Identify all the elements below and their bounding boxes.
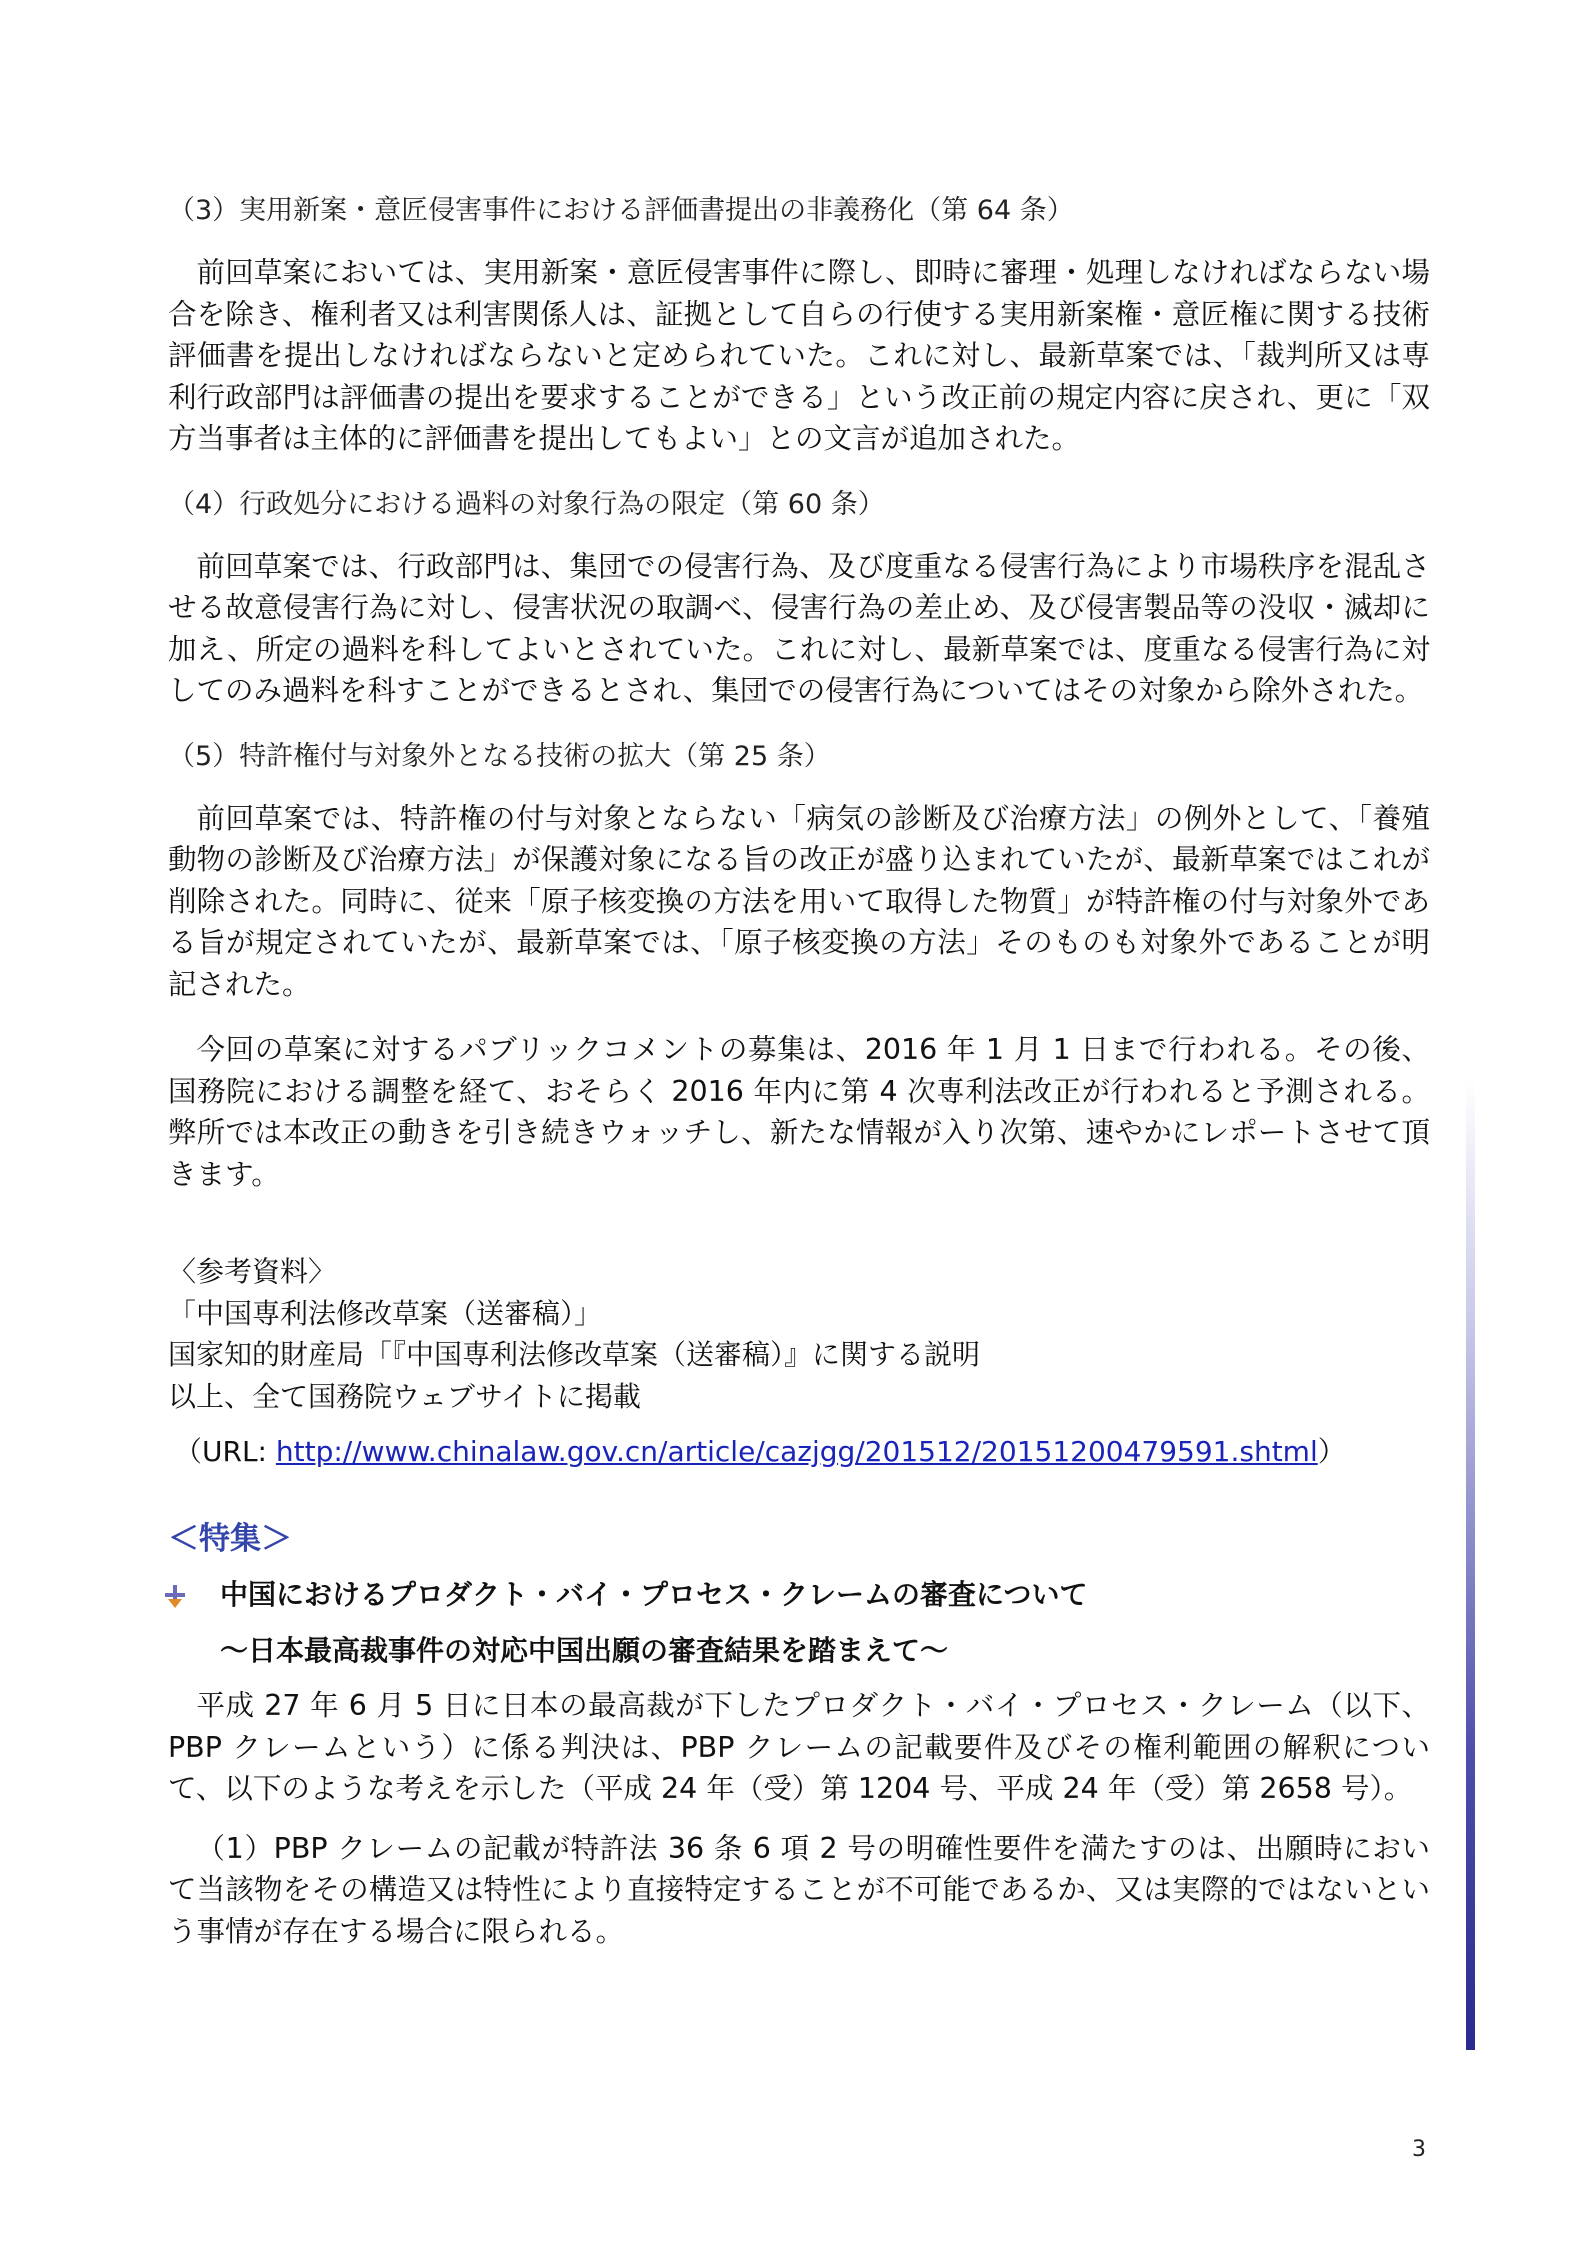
article-paragraph: （1）PBP クレームの記載が特許法 36 条 6 項 2 号の明確性要件を満たすのは、出願時において当該物をその構造又は特性により直接特定することが不可能であるか、又は実際的ではないという事情が存在する場合に限られる。 — [168, 1831, 1430, 1948]
article-paragraph: 平成 27 年 6 月 5 日に日本の最高裁が下したプロダクト・バイ・プロセス・クレーム（以下、PBP クレームという）に係る判決は、PBP クレームの記載要件及びその権利範囲の解釈について、以下のような考えを示した（平成 24 年（受）第 1204 号、平成 24 年（受）第 2658 号）。 — [168, 1689, 1430, 1805]
closing-paragraph: 今回の草案に対するパブリックコメントの募集は、2016 年 1 月 1 日まで行われる。その後、国務院における調整を経て、おそらく 2016 年内に第 4 次専利法改正が行われると予測される。弊所では本改正の動きを引き続きウォッチし、新たな情報が入り次第、速やかにレポートさせて頂きます。 — [168, 1033, 1430, 1191]
decorative-side-bar — [1466, 1080, 1475, 2050]
section-body: 前回草案では、行政部門は、集団での侵害行為、及び度重なる侵害行為により市場秩序を混乱させる故意侵害行為に対し、侵害状況の取調べ、侵害行為の差止め、及び侵害製品等の没収・滅却に加え、所定の過料を科してよいとされていた。これに対し、最新草案では、度重なる侵害行為に対してのみ過料を科すことができるとされ、集団での侵害行為についてはその対象から除外された。 — [168, 549, 1430, 707]
section-heading: （5）特許権付与対象外となる技術の拡大（第 25 条） — [168, 740, 831, 772]
article-body — [168, 1685, 1430, 1952]
section-5 — [168, 736, 1430, 1006]
section-body: 前回草案では、特許権の付与対象とならない「病気の診断及び治療方法」の例外として、「養殖動物の診断及び治療方法」が保護対象になる旨の改正が盛り込まれていたが、最新草案ではこれが削除された。同時に、従来「原子核変換の方法を用いて取得した物質」が特許権の付与対象外である旨が規定されていたが、最新草案では、「原子核変換の方法」そのものも対象外であることが明記された。 — [168, 801, 1430, 1001]
article-title — [168, 1573, 1430, 1617]
reference-url-link[interactable]: http://www.chinalaw.gov.cn/article/cazjgg/201512/20151200479591.shtml — [275, 1435, 1318, 1468]
references — [168, 1251, 1430, 1417]
page-number: 3 — [1412, 2137, 1426, 2162]
arrow-plus-icon — [162, 1583, 188, 1609]
section-body: 前回草案においては、実用新案・意匠侵害事件に際し、即時に審理・処理しなければならない場合を除き、権利者又は利害関係人は、証拠として自らの行使する実用新案権・意匠権に関する技術評価書を提出しなければならないと定められていた。これに対し、最新草案では、「裁判所又は専利行政部門は評価書の提出を要求することができる」という改正前の規定内容に戻され、更に「双方当事者は主体的に評価書を提出してもよい」との文言が追加された。 — [168, 256, 1430, 455]
reference-item: 「中国専利法修改草案（送審稿）」 — [168, 1296, 603, 1330]
url-prefix: （URL: — [174, 1435, 276, 1468]
url-suffix: ） — [1317, 1435, 1346, 1468]
article-subtitle: ～日本最高裁事件の対応中国出願の審査結果を踏まえて～ — [220, 1634, 949, 1667]
section-heading: （4）行政処分における過料の対象行為の限定（第 60 条） — [168, 488, 885, 520]
section-3 — [168, 190, 1430, 460]
feature-label: ＜特集＞ — [168, 1521, 292, 1557]
article-title-line1: 中国におけるプロダクト・バイ・プロセス・クレームの審査について — [220, 1578, 1088, 1611]
section-4 — [168, 484, 1430, 712]
reference-url-line — [174, 1431, 1430, 1473]
references-title: 〈参考資料〉 — [168, 1255, 337, 1288]
section-heading: （3）実用新案・意匠侵害事件における評価書提出の非義務化（第 64 条） — [168, 195, 1074, 226]
reference-item: 国家知的財産局「『中国専利法修改草案（送審稿）』に関する説明 — [168, 1338, 981, 1371]
reference-item: 以上、全て国務院ウェブサイトに掲載 — [168, 1379, 641, 1413]
page-content — [168, 190, 1430, 1970]
